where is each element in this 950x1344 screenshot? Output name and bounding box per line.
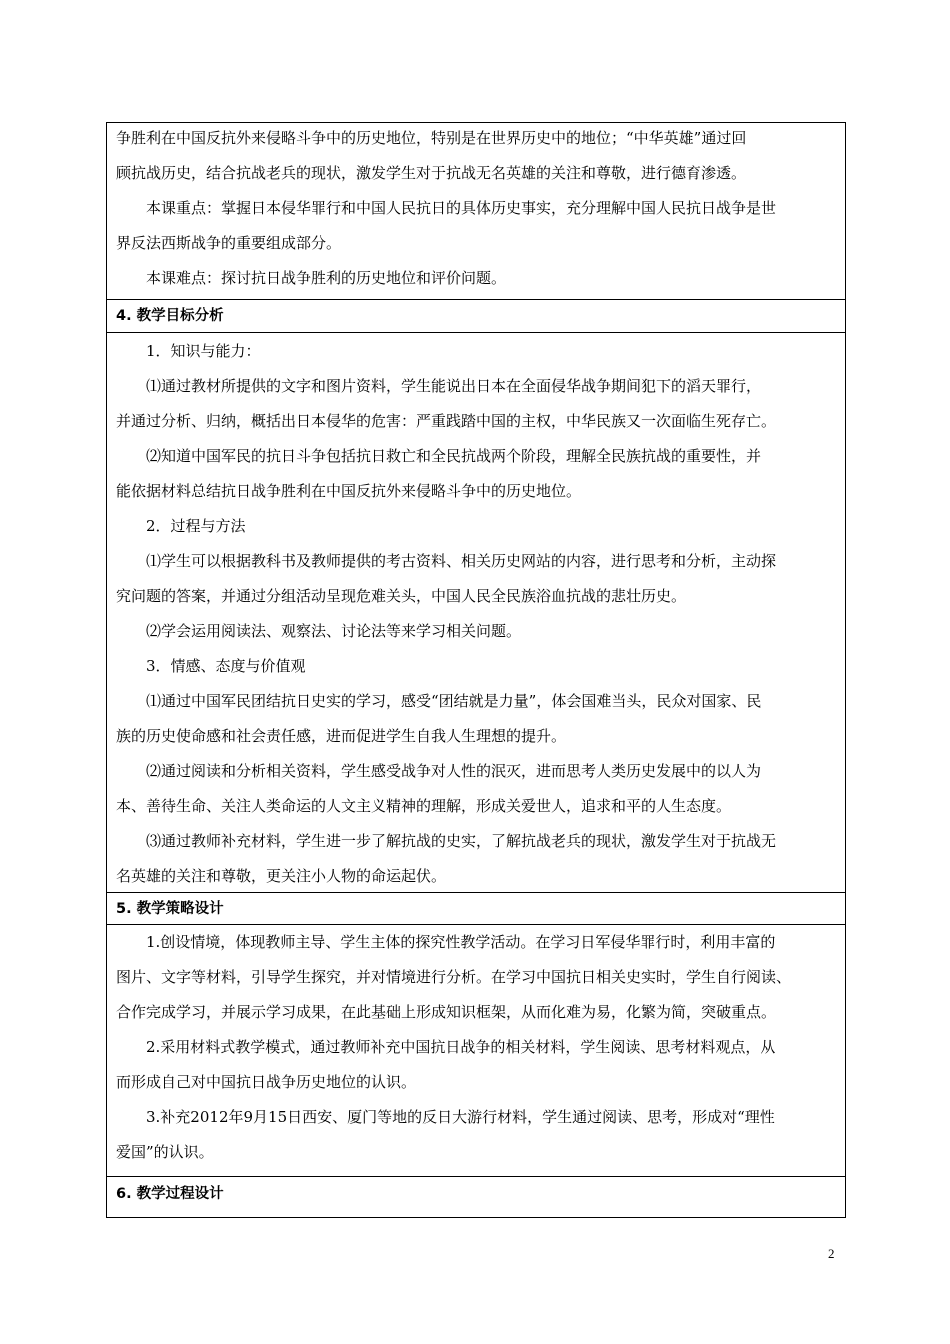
section-4-line: 1．知识与能力： [116,342,261,360]
intro-line: 界反法西斯战争的重要组成部分。 [116,234,342,252]
section-5-line: 而形成自己对中国抗日战争历史地位的认识。 [116,1073,417,1091]
section-5-line: 1.创设情境，体现教师主导、学生主体的探究性教学活动。在学习日军侵华罪行时，利用丰富的 [116,933,776,951]
section-6-heading: 6. 教学过程设计 [116,1186,224,1202]
section-4-line: ⑵通过阅读和分析相关资料，学生感受战争对人性的泯灭，进而思考人类历史发展中的以人为 [116,762,762,780]
section-4-line: 名英雄的关注和尊敬，更关注小人物的命运起伏。 [116,867,447,885]
section-5-body-cell [107,925,845,1177]
section-5-heading-cell [107,893,845,925]
intro-line: 争胜利在中国反抗外来侵略斗争中的历史地位，特别是在世界历史中的地位；“中华英雄”通过回 [116,129,747,147]
intro-cell [107,123,845,300]
page-number: 2 [828,1246,835,1261]
key-point: 本课重点：掌握日本侵华罪行和中国人民抗日的具体历史事实，充分理解中国人民抗日战争是世 [116,199,777,217]
section-5-line: 2.采用材料式教学模式，通过教师补充中国抗日战争的相关材料，学生阅读、思考材料观点，从 [116,1038,776,1056]
section-4-heading: 4. 教学目标分析 [116,308,224,324]
section-4-line: 2．过程与方法 [116,517,246,535]
intro-line: 顾抗战历史，结合抗战老兵的现状，激发学生对于抗战无名英雄的关注和尊敬，进行德育渗透。 [116,164,747,182]
section-4-line: 究问题的答案，并通过分组活动呈现危难关头，中国人民全民族浴血抗战的悲壮历史。 [116,587,687,605]
section-4-line: ⑵学会运用阅读法、观察法、讨论法等来学习相关问题。 [116,622,522,640]
section-6-heading-cell [107,1177,845,1217]
section-4-heading-cell [107,300,845,333]
section-4-body-cell [107,333,845,893]
section-4-line: 能依据材料总结抗日战争胜利在中国反抗外来侵略斗争中的历史地位。 [116,482,582,500]
section-4-line: ⑴通过教材所提供的文字和图片资料，学生能说出日本在全面侵华战争期间犯下的滔天罪行， [116,377,762,395]
section-5-line: 3.补充2012年9月15日西安、厦门等地的反日大游行材料，学生通过阅读、思考，形成对“理性 [116,1108,775,1126]
document-table [106,122,846,1218]
section-4-line: ⑴通过中国军民团结抗日史实的学习，感受“团结就是力量”，体会国难当头，民众对国家、民 [116,692,762,710]
section-5-line: 图片、文字等材料，引导学生探究，并对情境进行分析。在学习中国抗日相关史实时，学生自行阅读、 [116,968,792,986]
section-4-line: 本、善待生命、关注人类命运的人文主义精神的理解，形成关爱世人，追求和平的人生态度。 [116,797,732,815]
section-5-line: 爱国”的认识。 [116,1143,214,1161]
section-4-line: 族的历史使命感和社会责任感，进而促进学生自我人生理想的提升。 [116,727,567,745]
section-5-heading: 5. 教学策略设计 [116,901,224,917]
section-4-line: 3．情感、态度与价值观 [116,657,306,675]
section-4-line: 并通过分析、归纳，概括出日本侵华的危害：严重践踏中国的主权，中华民族又一次面临生死存亡。 [116,412,777,430]
section-4-line: ⑵知道中国军民的抗日斗争包括抗日救亡和全民抗战两个阶段，理解全民族抗战的重要性，并 [116,447,762,465]
section-4-line: ⑴学生可以根据教科书及教师提供的考古资料、相关历史网站的内容，进行思考和分析，主动探 [116,552,777,570]
section-4-line: ⑶通过教师补充材料，学生进一步了解抗战的史实，了解抗战老兵的现状，激发学生对于抗战无 [116,832,777,850]
section-5-line: 合作完成学习，并展示学习成果，在此基础上形成知识框架，从而化难为易，化繁为简，突破重点。 [116,1003,777,1021]
difficult-point: 本课难点：探讨抗日战争胜利的历史地位和评价问题。 [116,269,507,287]
